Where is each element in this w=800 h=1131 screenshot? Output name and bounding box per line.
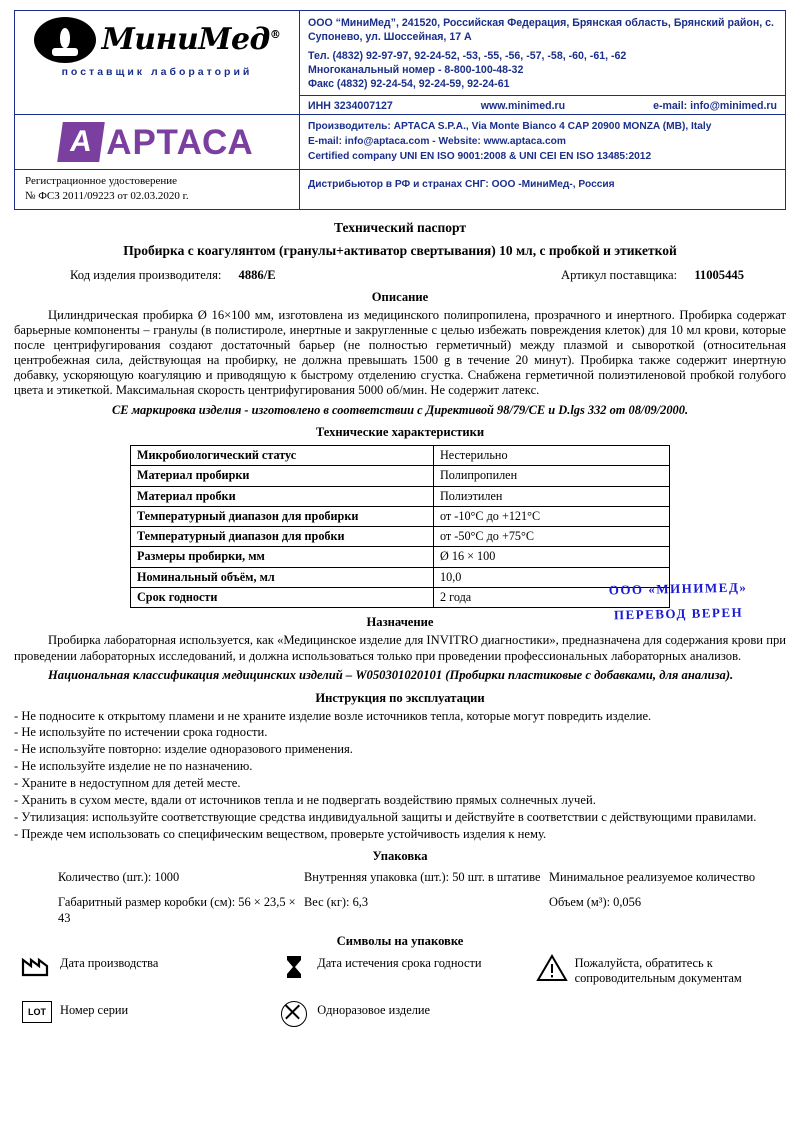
registered-mark: ® [269,28,281,41]
packaging-quantity: Количество (шт.): 1000 [58,870,180,885]
symbol-label: Номер серии [60,1002,129,1017]
list-item: - Прежде чем использовать со специфическим веществом, проверьте устойчивость изделия к нему. [14,826,547,841]
supplier-article-value: 11005445 [694,267,744,282]
symbol-lot-number [14,1000,271,1027]
manufacturer-code-value: 4886/E [238,267,276,282]
company-identifiers [300,95,785,114]
purpose-text: Пробирка лабораторная используется, как «Медицинское изделие для INVITRO диагностики», предназначена для содержания крови при проведении лабораторных исследований, и должна использоваться только при проведении профессиональных лабораторных анализов. [14,633,786,663]
company-inn: ИНН 3234007127 [308,100,393,113]
supplier-article [561,268,744,283]
symbol-label: Пожалуйста, обратитесь к сопроводительным документам [574,955,742,985]
letterhead [14,10,786,210]
minimed-tagline: поставщик лабораторий [61,66,253,78]
instructions-list [14,709,786,843]
manufacturer-certificates: Certified company UNI EN ISO 9001:2008 & UNI CEI EN ISO 13485:2012 [308,151,652,163]
letterhead-registration-row [15,169,785,209]
company-address: ООО “МиниМед”, 241520, Российская Федерация, Брянская область, Брянский район, с. Супонево, ул. Шоссейная, 17 А [308,17,774,44]
spec-key: Микробиологический статус [131,446,434,466]
spec-value: Ø 16 × 100 [434,547,670,567]
spec-value: от -50°C до +75°C [434,527,670,547]
symbol-label: Дата производства [60,955,159,970]
letterhead-brand-row [15,114,785,168]
classification-text: Национальная классификация медицинских изделий – W050301020101 (Пробирки пластиковые с добавками, для анализа). [48,668,734,683]
registration-number: № ФСЗ 2011/09223 от 02.03.2020 г. [25,189,189,202]
packaging-min-order: Минимальное реализуемое количество [549,870,756,885]
warning-triangle-icon [529,953,575,986]
company-email[interactable]: e-mail: info@minimed.ru [653,100,777,113]
aptaca-letter-icon: A [57,122,105,162]
list-item: - Не используйте по истечении срока годности. [14,725,268,740]
spec-value: Полипропилен [434,466,670,486]
manufacturer-code-label: Код изделия производителя: [70,267,222,282]
translation-stamp [609,576,749,628]
packaging-heading: Упаковка [372,849,428,864]
flame-badge-icon [34,17,96,63]
list-item: - Не используйте изделие не по назначению. [14,759,253,774]
list-item: - Утилизация: используйте соответствующие средства индивидуальной защиты и действуйте в соответствии с действующими правилами. [14,809,757,824]
description-heading: Описание [371,289,429,304]
packaging-row [14,894,786,926]
product-name: Пробирка с коагулянтом (гранулы+активатор свертывания) 10 мл, с пробкой и этикеткой [123,242,677,258]
table-row [131,446,670,466]
spec-value: 2 года [434,587,670,607]
symbol-label: Одноразовое изделие [317,1002,431,1017]
table-row [131,587,670,607]
packaging-grid [14,869,786,925]
factory-icon [14,953,60,986]
spec-key: Размеры пробирки, мм [131,547,434,567]
manufacturer-code [70,268,276,283]
spec-key: Номинальный объём, мл [131,567,434,587]
lot-icon [14,1000,60,1027]
spec-key: Материал пробирки [131,466,434,486]
aptaca-logo-cell [15,115,300,168]
supplier-article-label: Артикул поставщика: [560,267,678,282]
purpose-heading: Назначение [366,615,434,630]
packaging-box-size: Габаритный размер коробки (см): 56 × 23,5 × 43 [58,894,296,925]
packaging-volume: Объем (м³): 0,056 [549,894,642,909]
phone-line: Тел. (4832) 92-97-97, 92-24-52, -53, -55, -56, -57, -58, -60, -61, -62 [308,50,627,63]
hourglass-icon [271,953,317,986]
spec-value: Нестерильно [434,446,670,466]
table-row [131,486,670,506]
specs-table [130,445,670,608]
symbols-row-2 [14,1000,786,1027]
table-row [131,567,670,587]
minimed-logo [21,15,293,63]
minimed-wordmark-text: МиниМед [101,22,270,57]
spec-value: 10,0 [434,567,670,587]
stamp-line-1: ООО «МИНИМЕД» [609,579,748,598]
manufacturer-line: Производитель: APTACA S.P.A., Via Monte Bianco 4 CAP 20900 MONZA (MB), Italy [308,121,712,133]
specs-heading: Технические характеристики [315,425,485,440]
multichannel-line: Многоканальный номер - 8-800-100-48-32 [308,64,524,77]
stamp-line-2: ПЕРЕВОД ВЕРЕН [614,604,744,623]
symbols-row-1 [14,953,786,986]
spec-key: Срок годности [131,587,434,607]
list-item: - Хранить в сухом месте, вдали от источников тепла и не подвергать воздействию прямых солнечных лучей. [14,792,596,807]
packaging-row [14,869,786,885]
aptaca-logo [60,122,253,162]
spec-value: от -10°C до +121°C [434,506,670,526]
product-codes [14,268,786,283]
letterhead-top-row [15,11,785,114]
lot-icon-box: LOT [22,1001,52,1023]
packaging-inner: Внутренняя упаковка (шт.): 50 шт. в штативе [304,870,541,885]
table-row [131,506,670,526]
registration-label: Регистрационное удостоверение [25,174,178,187]
symbols-heading: Символы на упаковке [336,933,464,948]
symbol-manufacture-date [14,953,271,986]
list-item: - Храните в недоступном для детей месте. [14,776,241,791]
table-row [131,527,670,547]
instructions-heading: Инструкция по эксплуатации [315,690,485,705]
aptaca-wordmark: АРТАСА [106,122,254,162]
symbol-single-use [271,1000,528,1027]
do-not-reuse-icon [271,1000,317,1027]
minimed-logo-cell [15,11,300,114]
spec-value: Полиэтилен [434,486,670,506]
factory-icon-svg [20,954,54,978]
table-row [131,547,670,567]
company-website[interactable]: www.minimed.ru [480,100,566,113]
spec-key: Температурный диапазон для пробки [131,527,434,547]
table-row [131,466,670,486]
do-not-reuse-icon-shape [281,1001,307,1027]
company-contact-block [300,11,785,114]
fax-line: Факс (4832) 92-24-54, 92-24-59, 92-24-61 [308,78,510,91]
document-title: Технический паспорт [333,219,466,235]
symbol-consult-documents [529,953,786,986]
manufacturer-contacts: E-mail: info@aptaca.com - Website: www.aptaca.com [308,136,566,148]
distributor-line: Дистрибьютор в РФ и странах СНГ: ООО -МиниМед-, Россия [308,178,615,190]
warning-triangle-icon-svg [536,954,568,982]
symbol-expiry-date [271,953,528,986]
description-text: Цилиндрическая пробирка Ø 16×100 мм, изготовлена из медицинского полипропилена, прозрачного и инертного. Пробирка содержат барьерные компоненты – гранулы (в полистироле, инертные и закругленные с целью избежать повреждения клеток) для 10 мл крови, которые после центрифугирования создают достаточный барьер (не полностью герметичный) между плазмой и сывороткой (относительная центробежная сила, действующая на пробирку, не должна превышать 1500 g в течение 20 минут). Пробирка также содержит инертную добавку, ускоряющую коагуляцию и приводящую к быстрому отделению сгустка. Снабжена герметичной полиэтиленовой пробкой голубого цвета и этикеткой. Максимальная скорость центрифугирования 5000 об/мин. Не содержит латекс. [14,307,786,398]
list-item: - Не используйте повторно: изделие одноразового применения. [14,742,353,757]
registration-certificate [15,170,300,209]
hourglass-icon-svg [284,954,304,980]
ce-marking-note: CE маркировка изделия - изготовлено в соответствии с Директивой 98/79/CE и D.lgs 332 от 08/09/2000. [111,403,689,418]
company-phones [308,49,779,91]
packaging-weight: Вес (кг): 6,3 [304,894,369,909]
list-item: - Не подносите к открытому пламени и не храните изделие возле источников тепла, которые могут повредить изделие. [14,708,652,723]
symbol-label: Дата истечения срока годности [317,955,482,970]
spec-key: Температурный диапазон для пробирки [131,506,434,526]
spec-key: Материал пробки [131,486,434,506]
symbol-spacer [529,1000,786,1027]
manufacturer-block [300,115,785,168]
minimed-wordmark [101,22,281,57]
